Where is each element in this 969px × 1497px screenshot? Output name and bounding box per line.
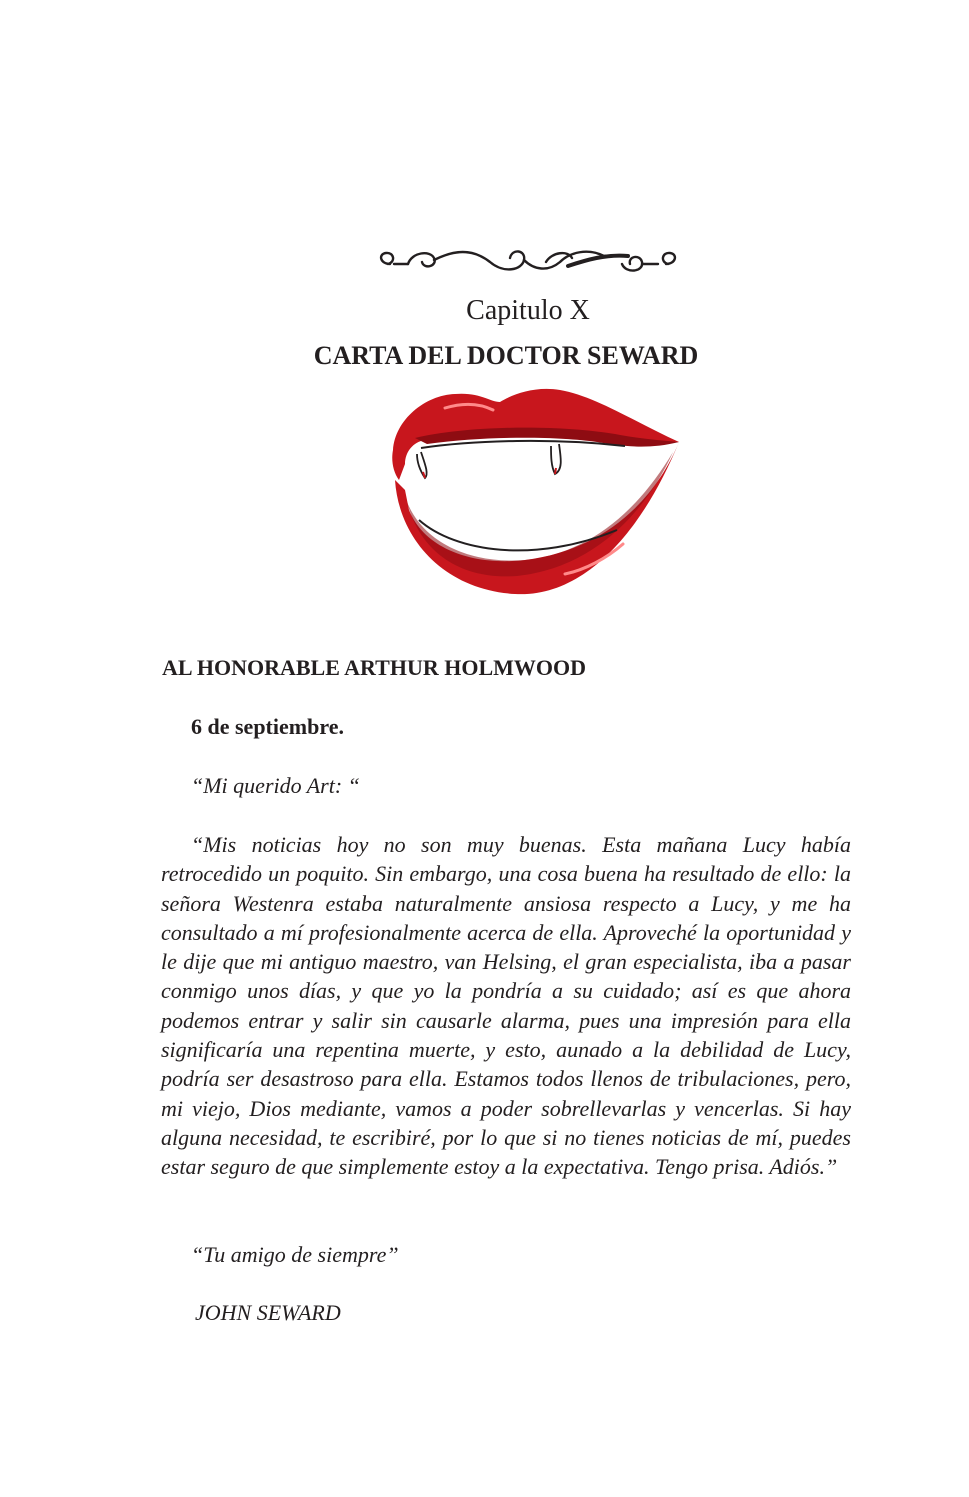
chapter-title: CARTA DEL DOCTOR SEWARD xyxy=(313,341,699,370)
vampire-lips-icon xyxy=(385,380,685,610)
chapter-number: Capitulo X xyxy=(466,295,590,326)
scroll-flourish-icon xyxy=(372,240,684,284)
letter-date: 6 de septiembre. xyxy=(191,714,344,739)
letter-signature: JOHN SEWARD xyxy=(195,1300,341,1325)
letter-recipient: AL HONORABLE ARTHUR HOLMWOOD xyxy=(162,655,586,680)
letter-closing: “Tu amigo de siempre” xyxy=(191,1242,399,1267)
letter-salutation: “Mi querido Art: “ xyxy=(191,773,360,798)
letter-body: “Mis noticias hoy no son muy buenas. Esta mañana Lucy había retrocedido un poquito. Sin embargo, una cosa buena ha resultado de ello: la señora Westenra estaba naturalmente ansiosa respecto a Lucy, y me ha consultado a mí profesionalmente acerca de ella. Aproveché la oportunidad y le dije que mi antiguo maestro, van Helsing, el gran especialista, iba a pasar conmigo unos días, y que yo la pondría a su cuidado; así es que ahora podemos entrar y salir sin causarle alarma, pues una impresión para ella significaría una repentina muerte, y esto, aunado a la debilidad de Lucy, podría ser desastroso para ella. Estamos todos llenos de tribulaciones, pero, mi viejo, Dios mediante, vamos a poder sobrellevarlas y vencerlas. Si hay alguna necesidad, te escribiré, por lo que si no tienes noticias de mí, puedes estar seguro de que simplemente estoy a la expectativa. Tengo prisa. Adiós.” xyxy=(161,832,851,1180)
